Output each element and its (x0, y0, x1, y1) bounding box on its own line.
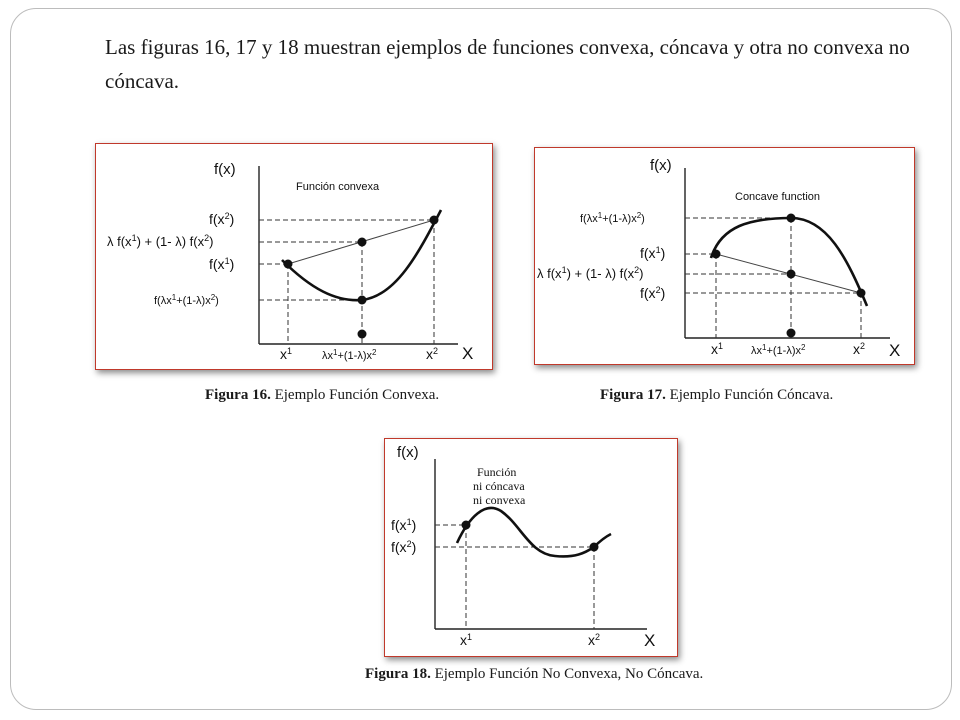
caption-17-text: Ejemplo Función Cóncava. (665, 387, 834, 403)
point-flam (787, 214, 796, 223)
caption-18-text: Ejemplo Función No Convexa, No Cóncava. (430, 666, 704, 682)
point-combo (358, 238, 367, 247)
caption-16-text: Ejemplo Función Convexa. (270, 387, 440, 403)
title-line-2: ni cóncava (473, 479, 525, 493)
point-x-lam (358, 330, 367, 339)
fx1-label: $f(x^1)$ (209, 256, 235, 272)
point-fx1 (284, 260, 293, 269)
x-axis-label: X (462, 344, 474, 363)
fx2-label: $f(x^2)$ (391, 539, 417, 555)
fx-label: f(x) (214, 161, 236, 178)
figure-16-convex (95, 143, 493, 370)
figure-17-concave (534, 147, 915, 365)
combo-label: λ $f(x^1) + (1-$ λ) $f(x^2)$ (537, 265, 644, 281)
x1-label: $x^1$ (280, 346, 293, 362)
x2-label: $x^2$ (588, 632, 601, 648)
convex-function-graph (96, 144, 492, 369)
figure-18-neither (384, 438, 678, 657)
caption-figure-17 (600, 387, 833, 404)
point-fx1 (712, 250, 721, 259)
fx1-label: $f(x^1)$ (640, 245, 666, 261)
fx-label: f(x) (650, 157, 672, 174)
caption-figure-18 (365, 666, 703, 683)
intro-paragraph: Las figuras 16, 17 y 18 muestran ejemplos de funciones convexa, cóncava y otra no convexa no cóncava. (105, 35, 910, 93)
point-combo (787, 270, 796, 279)
title-label: Función convexa (296, 181, 380, 193)
fx-label: f(x) (397, 444, 419, 461)
fx1-label: $f(x^1)$ (391, 517, 417, 533)
x1-label: $x^1$ (460, 632, 473, 648)
neither-function-graph (385, 439, 677, 656)
title-line-1: Función (477, 465, 517, 479)
fx2-label: $f(x^2)$ (209, 211, 235, 227)
caption-16-label: Figura 16. (205, 387, 271, 403)
concave-function-graph (535, 148, 914, 364)
point-fx2 (430, 216, 439, 225)
x1-label: $x^1$ (711, 341, 724, 357)
fx2-label: $f(x^2)$ (640, 285, 666, 301)
caption-figure-16 (205, 387, 439, 404)
point-fx2 (590, 543, 599, 552)
lam-label: $\lambda x^1+(1-\lambda)x^2$ (751, 342, 806, 357)
flam-label: $f(\lambda x^1+(1-\lambda)x^2)$ (154, 292, 219, 307)
point-x-lam (787, 329, 796, 338)
lam-label: $\lambda x^1+(1-\lambda)x^2$ (322, 347, 377, 362)
point-flam (358, 296, 367, 305)
title-line-3: ni convexa (473, 493, 526, 507)
x-axis-label: X (889, 341, 901, 360)
point-fx1 (462, 521, 471, 530)
x2-label: $x^2$ (853, 341, 866, 357)
combo-label: λ $f(x^1) + (1-$ λ) $f(x^2)$ (107, 233, 214, 249)
x2-label: $x^2$ (426, 346, 439, 362)
caption-18-label: Figura 18. (365, 666, 431, 682)
wavy-curve (457, 508, 611, 556)
title-label: Concave function (735, 191, 820, 203)
x-axis-label: X (644, 631, 656, 650)
caption-17-label: Figura 17. (600, 387, 666, 403)
flam-label: $f(\lambda x^1+(1-\lambda)x^2)$ (580, 210, 645, 225)
point-fx2 (857, 289, 866, 298)
